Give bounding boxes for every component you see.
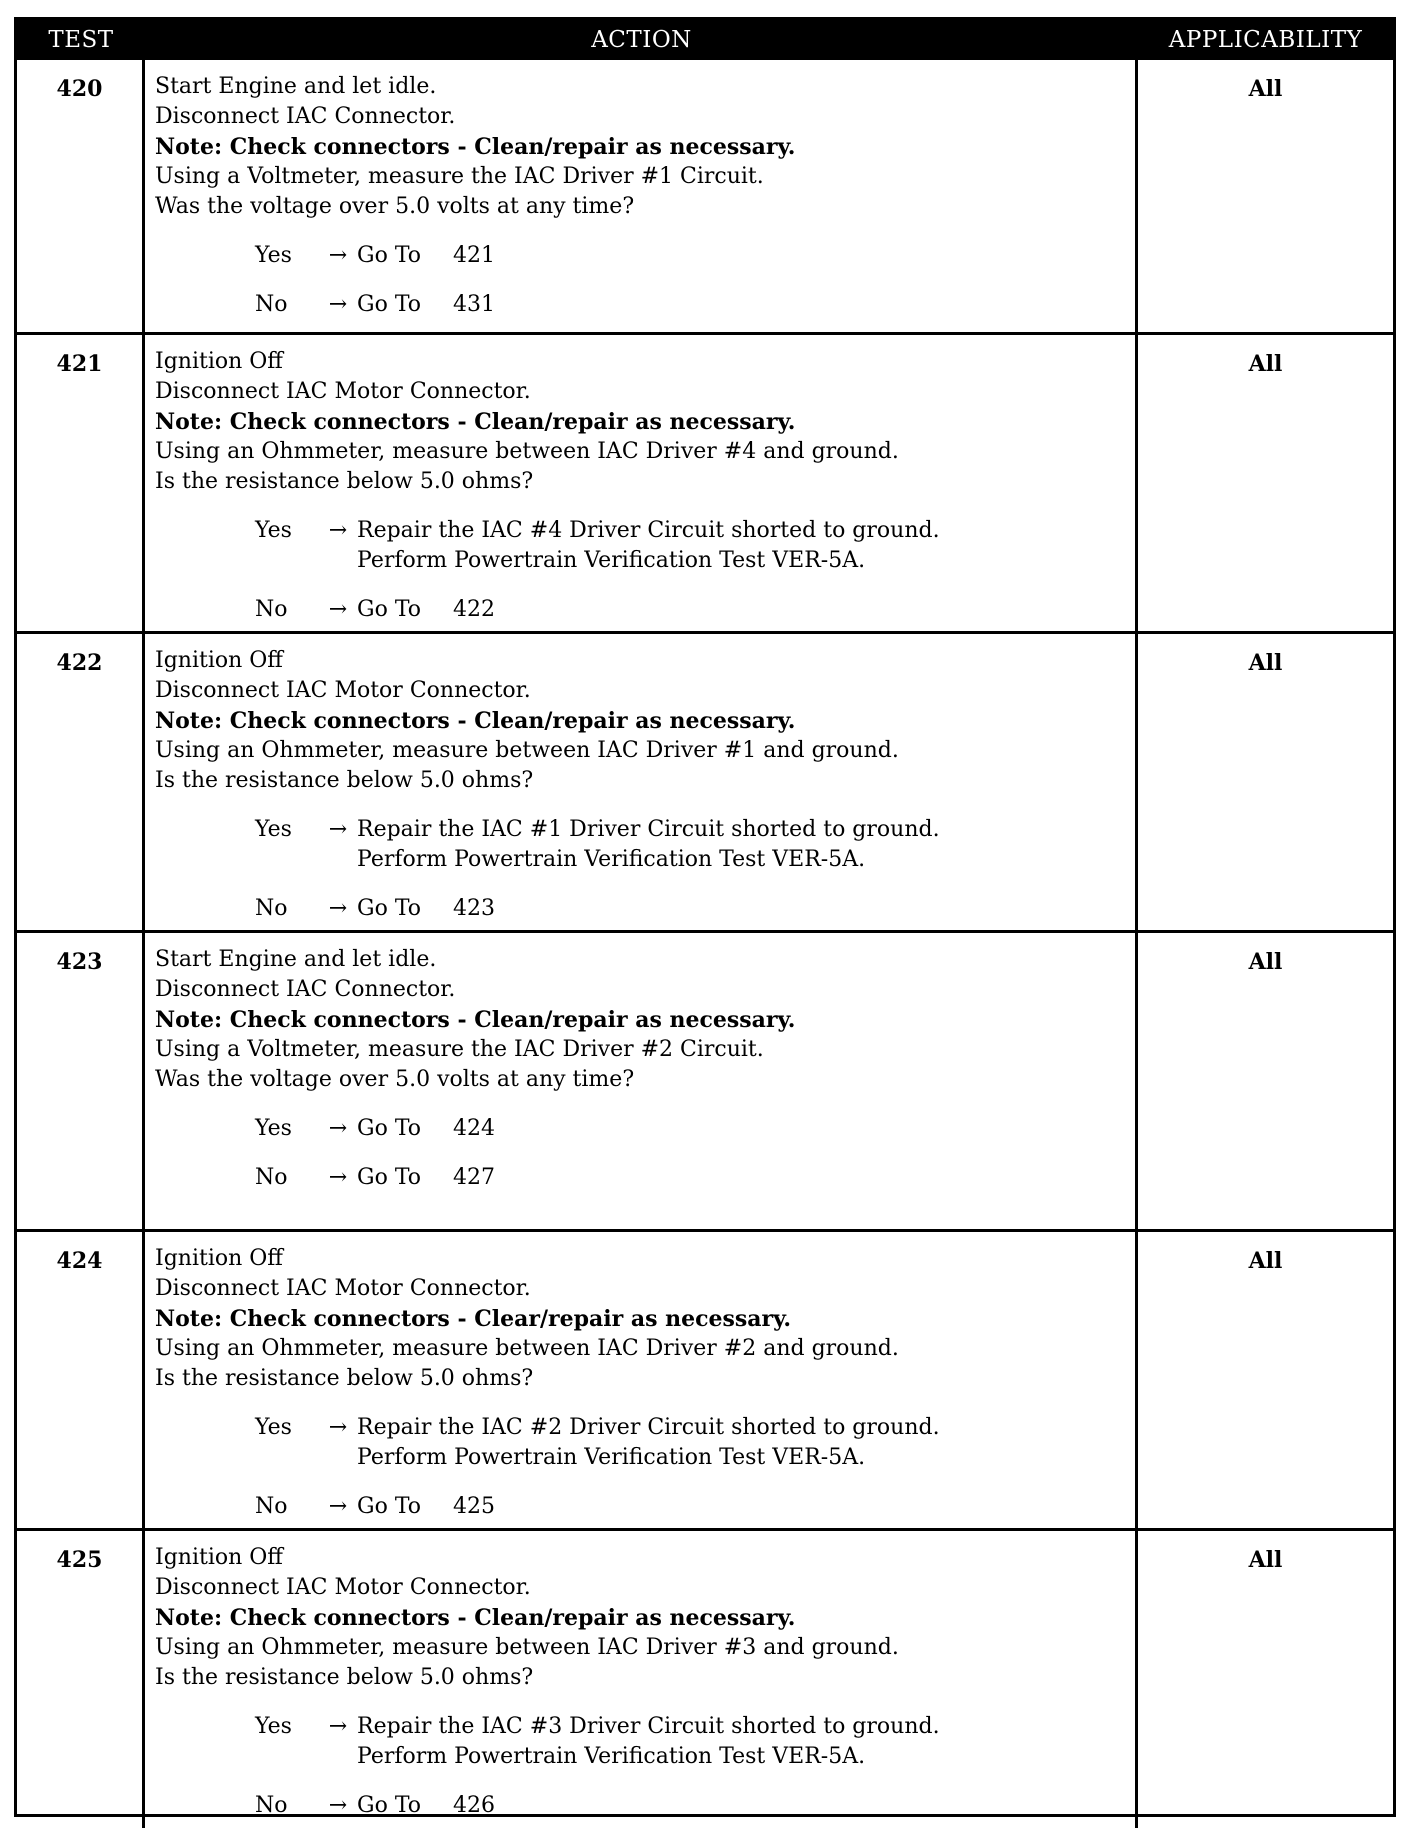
applicability-value: All: [1248, 1248, 1283, 1274]
no-label: No: [255, 1494, 288, 1519]
action-note: Note: Check connectors - Clear/repair as necessary.: [155, 1306, 792, 1332]
applicability-value: All: [1248, 650, 1283, 676]
yes-result: [357, 1413, 1125, 1473]
no-label: No: [255, 597, 288, 622]
yes-result-line: Repair the IAC #1 Driver Circuit shorted to ground.: [357, 817, 940, 842]
no-outcome: [255, 1492, 1125, 1522]
table-row: [17, 631, 1393, 930]
action-measure: Using a Voltmeter, measure the IAC Driver #1 Circuit.: [155, 164, 764, 189]
goto-target: 431: [453, 292, 495, 317]
table-row: [17, 930, 1393, 1229]
arrow-icon: →: [328, 1165, 348, 1190]
table-header: [17, 20, 1393, 60]
action-cell: [145, 933, 1138, 1229]
no-goto: [357, 894, 1125, 924]
arrow-icon: →: [328, 1116, 348, 1141]
no-goto: [357, 595, 1125, 625]
test-number: 421: [17, 335, 145, 631]
no-goto: [357, 290, 1125, 320]
action-measure: Using an Ohmmeter, measure between IAC Driver #3 and ground.: [155, 1635, 899, 1660]
yes-result-line: Repair the IAC #3 Driver Circuit shorted to ground.: [357, 1714, 940, 1739]
yes-label: Yes: [255, 817, 292, 842]
action-question: Is the resistance below 5.0 ohms?: [155, 1665, 534, 1690]
no-label: No: [255, 292, 288, 317]
action-line: Disconnect IAC Connector.: [155, 104, 456, 129]
arrow-icon: →: [328, 1793, 348, 1818]
action-cell: [145, 335, 1138, 631]
action-question: Is the resistance below 5.0 ohms?: [155, 469, 534, 494]
yes-result-line: Perform Powertrain Verification Test VER-5A.: [357, 847, 866, 872]
yes-outcome: [255, 516, 1125, 576]
yes-result: [357, 516, 1125, 576]
action-cell: [145, 634, 1138, 930]
no-outcome: [255, 1791, 1125, 1821]
action-question: Was the voltage over 5.0 volts at any time?: [155, 1067, 635, 1092]
action-line: Ignition Off: [155, 1545, 283, 1570]
applicability-value: All: [1248, 351, 1283, 377]
goto-label: Go To: [357, 597, 422, 622]
action-question: Is the resistance below 5.0 ohms?: [155, 1366, 534, 1391]
goto-label: Go To: [357, 896, 422, 921]
arrow-icon: →: [328, 292, 348, 317]
table-row: [17, 1528, 1393, 1828]
goto-label: Go To: [357, 1165, 422, 1190]
action-note: Note: Check connectors - Clean/repair as necessary.: [155, 1007, 796, 1033]
header-test: TEST: [48, 27, 114, 53]
no-goto: [357, 1791, 1125, 1821]
goto-target: 422: [453, 597, 495, 622]
yes-outcome: [255, 1413, 1125, 1473]
goto-target: 426: [453, 1793, 495, 1818]
yes-result: [357, 815, 1125, 875]
no-label: No: [255, 896, 288, 921]
diagnostic-table: [14, 17, 1396, 1817]
arrow-icon: →: [328, 896, 348, 921]
yes-result-line: Perform Powertrain Verification Test VER-5A.: [357, 548, 866, 573]
action-line: Start Engine and let idle.: [155, 947, 437, 972]
action-question: Was the voltage over 5.0 volts at any time?: [155, 194, 635, 219]
yes-goto: [357, 241, 1125, 271]
arrow-icon: →: [328, 1415, 348, 1440]
test-number: 420: [17, 60, 145, 332]
applicability-value: All: [1248, 76, 1283, 102]
no-outcome: [255, 894, 1125, 924]
goto-target: 421: [453, 243, 495, 268]
goto-label: Go To: [357, 1494, 422, 1519]
action-measure: Using an Ohmmeter, measure between IAC Driver #2 and ground.: [155, 1336, 899, 1361]
no-outcome: [255, 290, 1125, 320]
action-cell: [145, 1232, 1138, 1528]
yes-outcome: [255, 1114, 1125, 1144]
action-note: Note: Check connectors - Clean/repair as necessary.: [155, 708, 796, 734]
header-action: ACTION: [591, 27, 692, 53]
goto-label: Go To: [357, 243, 422, 268]
test-number: 424: [17, 1232, 145, 1528]
applicability-value: All: [1248, 949, 1283, 975]
action-line: Ignition Off: [155, 1246, 283, 1271]
table-row: [17, 1229, 1393, 1528]
action-note: Note: Check connectors - Clean/repair as necessary.: [155, 134, 796, 160]
yes-outcome: [255, 1712, 1125, 1772]
test-number: 423: [17, 933, 145, 1229]
action-line: Disconnect IAC Motor Connector.: [155, 678, 531, 703]
yes-label: Yes: [255, 243, 292, 268]
action-line: Ignition Off: [155, 349, 283, 374]
yes-label: Yes: [255, 1116, 292, 1141]
yes-result: [357, 1712, 1125, 1772]
table-row: [17, 60, 1393, 332]
action-note: Note: Check connectors - Clean/repair as necessary.: [155, 409, 796, 435]
no-outcome: [255, 1163, 1125, 1193]
arrow-icon: →: [328, 817, 348, 842]
action-line: Disconnect IAC Motor Connector.: [155, 1276, 531, 1301]
goto-target: 425: [453, 1494, 495, 1519]
action-measure: Using a Voltmeter, measure the IAC Driver #2 Circuit.: [155, 1037, 764, 1062]
goto-label: Go To: [357, 292, 422, 317]
yes-label: Yes: [255, 1415, 292, 1440]
yes-label: Yes: [255, 518, 292, 543]
goto-label: Go To: [357, 1116, 422, 1141]
action-question: Is the resistance below 5.0 ohms?: [155, 768, 534, 793]
no-label: No: [255, 1793, 288, 1818]
action-line: Disconnect IAC Motor Connector.: [155, 1575, 531, 1600]
action-measure: Using an Ohmmeter, measure between IAC Driver #1 and ground.: [155, 738, 899, 763]
yes-goto: [357, 1114, 1125, 1144]
header-applicability: APPLICABILITY: [1168, 27, 1363, 53]
goto-label: Go To: [357, 1793, 422, 1818]
yes-result-line: Repair the IAC #2 Driver Circuit shorted to ground.: [357, 1415, 940, 1440]
goto-target: 424: [453, 1116, 495, 1141]
yes-label: Yes: [255, 1714, 292, 1739]
yes-result-line: Perform Powertrain Verification Test VER-5A.: [357, 1744, 866, 1769]
yes-result-line: Perform Powertrain Verification Test VER-5A.: [357, 1445, 866, 1470]
no-goto: [357, 1163, 1125, 1193]
no-goto: [357, 1492, 1125, 1522]
action-measure: Using an Ohmmeter, measure between IAC Driver #4 and ground.: [155, 439, 899, 464]
goto-target: 423: [453, 896, 495, 921]
table-row: [17, 332, 1393, 631]
action-line: Disconnect IAC Motor Connector.: [155, 379, 531, 404]
action-line: Ignition Off: [155, 648, 283, 673]
goto-target: 427: [453, 1165, 495, 1190]
arrow-icon: →: [328, 1494, 348, 1519]
no-outcome: [255, 595, 1125, 625]
yes-outcome: [255, 241, 1125, 271]
no-label: No: [255, 1165, 288, 1190]
yes-result-line: Repair the IAC #4 Driver Circuit shorted to ground.: [357, 518, 940, 543]
action-note: Note: Check connectors - Clean/repair as necessary.: [155, 1605, 796, 1631]
action-cell: [145, 1531, 1138, 1828]
arrow-icon: →: [328, 597, 348, 622]
action-line: Start Engine and let idle.: [155, 74, 437, 99]
applicability-value: All: [1248, 1547, 1283, 1573]
action-line: Disconnect IAC Connector.: [155, 977, 456, 1002]
arrow-icon: →: [328, 243, 348, 268]
test-number: 422: [17, 634, 145, 930]
arrow-icon: →: [328, 1714, 348, 1739]
arrow-icon: →: [328, 518, 348, 543]
action-cell: [145, 60, 1138, 332]
test-number: 425: [17, 1531, 145, 1828]
yes-outcome: [255, 815, 1125, 875]
